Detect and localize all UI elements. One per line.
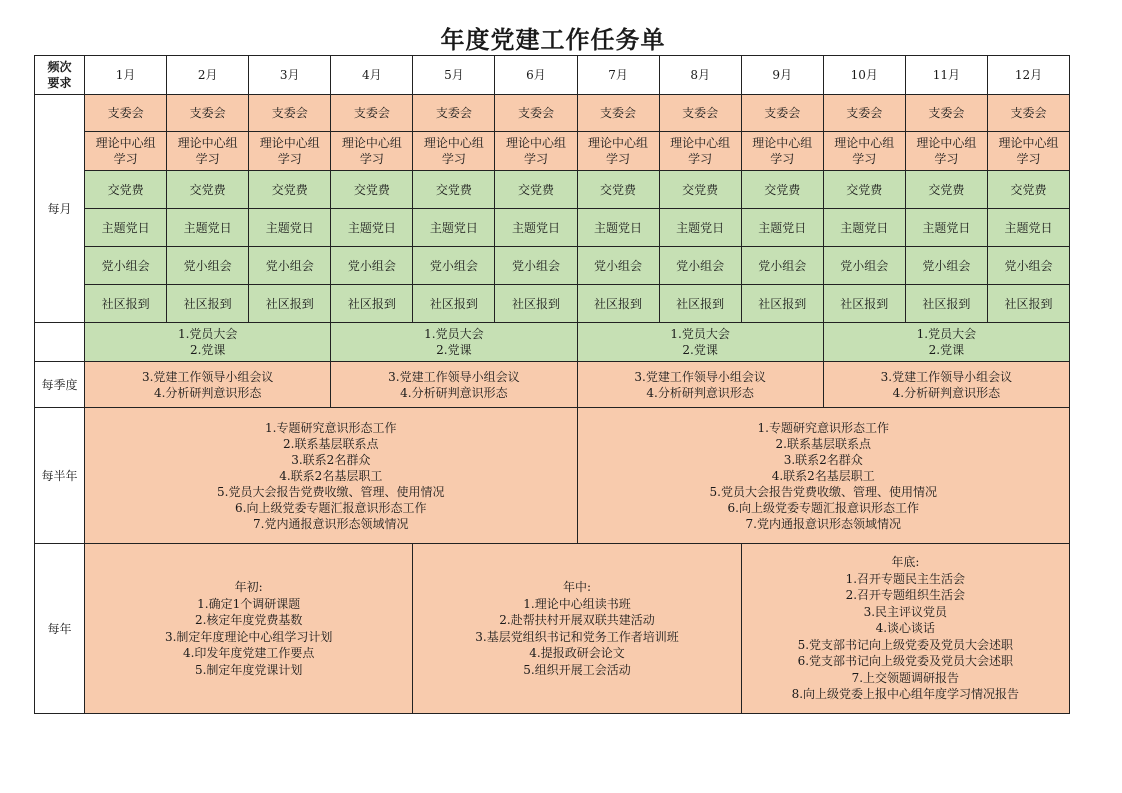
yearly-end-item: 8.向上级党委上报中心组年度学习情况报告 <box>791 687 1020 702</box>
quarterly-task-cell-line: 1.党员大会 <box>424 327 484 341</box>
monthly-task-cell <box>905 247 987 285</box>
monthly-task-cell-line: 支委会 <box>764 106 801 120</box>
monthly-task-cell-line: 理论中心组 <box>834 136 895 150</box>
monthly-task-cell <box>167 95 249 132</box>
quarterly-task-cell <box>823 362 1069 408</box>
quarterly-task-cell-line: 2.党课 <box>436 343 472 357</box>
monthly-task-cell-line: 主题党日 <box>429 220 478 235</box>
monthly-task-cell-line: 社区报到 <box>1004 296 1053 311</box>
monthly-task-cell-line: 理论中心组 <box>670 136 731 150</box>
monthly-task-cell <box>823 247 905 285</box>
halfyear-task-cell-line: 6.向上级党委专题汇报意识形态工作 <box>235 500 427 515</box>
monthly-task-cell <box>823 171 905 209</box>
monthly-task-cell <box>331 247 413 285</box>
monthly-task-cell-line: 交党费 <box>189 182 226 197</box>
task-table <box>34 55 1070 714</box>
monthly-task-cell-line: 支委会 <box>517 106 554 120</box>
monthly-task-cell-line: 党小组会 <box>594 258 643 273</box>
monthly-task-cell-line: 社区报到 <box>922 296 971 311</box>
month-header: 12月 <box>987 56 1069 95</box>
monthly-task-cell <box>905 132 987 171</box>
halfyear-task-cell-line: 5.党员大会报告党费收缴、管理、使用情况 <box>217 484 445 499</box>
monthly-task-cell <box>741 285 823 323</box>
monthly-task-cell-line: 社区报到 <box>758 296 807 311</box>
yearly-mid-item: 3.基层党组织书记和党务工作者培训班 <box>475 629 679 644</box>
monthly-task-cell-line: 主题党日 <box>758 220 807 235</box>
monthly-task-cell <box>413 285 495 323</box>
yearly-start-heading: 年初: <box>234 580 263 594</box>
yearly-end-item: 7.上交领题调研报告 <box>851 670 960 685</box>
monthly-task-cell <box>659 132 741 171</box>
monthly-task-cell-line: 学习 <box>113 152 138 166</box>
monthly-task-cell-line: 理论中心组 <box>916 136 977 150</box>
monthly-task-cell <box>495 95 577 132</box>
monthly-task-cell-line: 党小组会 <box>511 258 560 273</box>
yearly-start-item: 5.制定年度党课计划 <box>194 662 303 677</box>
quarterly-task-cell-line: 1.党员大会 <box>177 327 238 341</box>
monthly-task-cell-line: 交党费 <box>435 182 472 197</box>
monthly-task-cell-line: 党小组会 <box>840 258 889 273</box>
monthly-task-cell <box>823 132 905 171</box>
monthly-task-cell <box>249 209 331 247</box>
month-header: 11月 <box>905 56 987 95</box>
quarterly-task-cell-line: 3.党建工作领导小组会议 <box>880 369 1013 384</box>
month-header: 8月 <box>659 56 741 95</box>
halfyear-task-cell-line: 2.联系基层联系点 <box>283 436 379 451</box>
monthly-task-cell <box>987 209 1069 247</box>
frequency-label-yearly: 每年 <box>35 544 85 714</box>
corner-label-line: 频次 <box>47 60 72 74</box>
monthly-task-cell-line: 学习 <box>688 152 713 166</box>
monthly-task-cell <box>905 285 987 323</box>
halfyear-task-cell-line: 4.联系2名基层职工 <box>279 468 383 483</box>
monthly-task-cell <box>249 95 331 132</box>
yearly-start-cell <box>85 544 413 714</box>
monthly-task-cell <box>249 285 331 323</box>
monthly-task-cell <box>659 209 741 247</box>
monthly-task-cell <box>167 171 249 209</box>
monthly-task-cell-line: 理论中心组 <box>423 136 484 150</box>
monthly-task-cell-line: 支委会 <box>600 106 637 120</box>
quarterly-task-cell-line: 2.党课 <box>928 343 965 357</box>
monthly-task-cell <box>85 171 167 209</box>
monthly-task-cell-line: 学习 <box>277 152 302 166</box>
quarterly-task-cell-line: 4.分析研判意识形态 <box>892 385 1001 400</box>
yearly-start-item: 2.核定年度党费基数 <box>194 613 303 627</box>
halfyear-task-cell-line: 1.专题研究意识形态工作 <box>265 420 397 435</box>
monthly-task-cell <box>987 95 1069 132</box>
monthly-task-cell <box>167 285 249 323</box>
monthly-task-cell-line: 支委会 <box>682 106 719 120</box>
monthly-task-cell-line: 社区报到 <box>676 296 725 311</box>
quarterly-task-cell-line: 3.党建工作领导小组会议 <box>141 369 274 384</box>
monthly-task-cell <box>577 247 659 285</box>
monthly-task-cell <box>167 247 249 285</box>
month-header: 2月 <box>167 56 249 95</box>
quarterly-task-cell-line: 3.党建工作领导小组会议 <box>388 369 520 384</box>
monthly-task-cell <box>741 209 823 247</box>
monthly-task-cell <box>659 285 741 323</box>
monthly-task-cell <box>495 171 577 209</box>
halfyear-task-cell-line: 3.联系2名群众 <box>783 452 863 467</box>
frequency-label-quarterly: 每季度 <box>35 362 85 408</box>
monthly-task-cell <box>659 171 741 209</box>
halfyear-task-cell-line: 2.联系基层联系点 <box>775 436 871 451</box>
monthly-task-cell-line: 党小组会 <box>429 258 478 273</box>
monthly-task-cell-line: 学习 <box>441 152 466 166</box>
monthly-task-cell-line: 党小组会 <box>758 258 807 273</box>
month-header: 6月 <box>495 56 577 95</box>
monthly-task-cell-line: 党小组会 <box>183 258 232 273</box>
monthly-task-cell <box>987 285 1069 323</box>
monthly-task-cell <box>413 132 495 171</box>
quarterly-task-cell <box>331 362 577 408</box>
monthly-task-cell-line: 主题党日 <box>594 220 643 235</box>
monthly-task-cell-line: 党小组会 <box>347 258 396 273</box>
page-title: 年度党建工作任务单 <box>440 26 666 54</box>
monthly-task-cell <box>495 285 577 323</box>
monthly-task-cell <box>331 171 413 209</box>
monthly-task-cell <box>741 95 823 132</box>
frequency-label-halfyear: 每半年 <box>35 408 85 544</box>
quarterly-task-cell-line: 4.分析研判意识形态 <box>646 385 754 400</box>
monthly-task-cell-line: 主题党日 <box>922 220 971 235</box>
yearly-end-heading: 年底: <box>891 555 920 570</box>
monthly-task-cell-line: 主题党日 <box>511 220 560 235</box>
monthly-task-cell-line: 理论中心组 <box>588 136 649 150</box>
halfyear-task-cell-line: 1.专题研究意识形态工作 <box>757 420 889 435</box>
monthly-task-cell-line: 党小组会 <box>265 258 314 273</box>
monthly-task-cell-line: 学习 <box>1016 152 1041 166</box>
frequency-label-monthly: 每月 <box>35 95 85 323</box>
quarterly-task-cell-line: 4.分析研判意识形态 <box>400 385 508 400</box>
monthly-task-cell-line: 交党费 <box>107 182 144 197</box>
monthly-task-cell-line: 支委会 <box>435 106 472 120</box>
monthly-task-cell <box>413 209 495 247</box>
monthly-task-cell <box>249 247 331 285</box>
monthly-task-cell-line: 学习 <box>852 152 877 166</box>
quarterly-task-cell-line: 1.党员大会 <box>670 327 730 341</box>
quarterly-task-cell <box>85 362 331 408</box>
month-header: 4月 <box>331 56 413 95</box>
monthly-task-cell <box>577 285 659 323</box>
monthly-task-cell <box>331 285 413 323</box>
monthly-task-cell <box>249 132 331 171</box>
monthly-task-cell-line: 理论中心组 <box>177 136 238 150</box>
monthly-task-cell-line: 社区报到 <box>101 296 150 311</box>
monthly-task-cell-line: 理论中心组 <box>95 136 156 150</box>
monthly-task-cell-line: 学习 <box>934 152 959 166</box>
monthly-task-cell-line: 学习 <box>770 152 795 166</box>
month-header: 5月 <box>413 56 495 95</box>
monthly-task-cell-line: 社区报到 <box>511 296 560 311</box>
monthly-task-cell-line: 支委会 <box>846 106 883 120</box>
monthly-task-cell-line: 交党费 <box>682 182 719 197</box>
monthly-task-cell-line: 主题党日 <box>265 220 314 235</box>
quarterly-task-cell-line: 3.党建工作领导小组会议 <box>634 369 766 384</box>
halfyear-task-cell-line: 7.党内通报意识形态领域情况 <box>745 516 901 531</box>
monthly-task-cell-line: 主题党日 <box>101 220 150 235</box>
monthly-task-cell <box>495 209 577 247</box>
yearly-end-item: 3.民主评议党员 <box>863 604 948 619</box>
yearly-end-item: 6.党支部书记向上级党委及党员大会述职 <box>797 654 1014 669</box>
monthly-task-cell-line: 理论中心组 <box>259 136 320 150</box>
monthly-task-cell-line: 党小组会 <box>101 258 150 273</box>
yearly-end-item: 1.召开专题民主生活会 <box>845 571 966 586</box>
monthly-task-cell-line: 学习 <box>359 152 384 166</box>
monthly-task-cell-line: 理论中心组 <box>505 136 566 150</box>
quarterly-task-cell <box>331 323 577 362</box>
monthly-task-cell-line: 支委会 <box>107 106 144 120</box>
quarterly-task-cell <box>577 362 823 408</box>
month-header: 7月 <box>577 56 659 95</box>
monthly-task-cell-line: 学习 <box>606 152 631 166</box>
yearly-mid-heading: 年中: <box>562 580 592 594</box>
corner-label <box>35 56 85 95</box>
quarterly-task-cell-line: 2.党课 <box>189 343 226 357</box>
monthly-task-cell-line: 理论中心组 <box>341 136 402 150</box>
monthly-task-cell <box>823 95 905 132</box>
monthly-task-cell-line: 主题党日 <box>347 220 396 235</box>
yearly-start-item: 1.确定1个调研课题 <box>197 596 301 611</box>
yearly-end-item: 4.谈心谈话 <box>875 621 936 636</box>
month-header: 3月 <box>249 56 331 95</box>
monthly-task-cell <box>85 285 167 323</box>
yearly-mid-item: 2.赴帮扶村开展双联共建活动 <box>499 613 655 627</box>
monthly-task-cell-line: 交党费 <box>600 182 637 197</box>
monthly-task-cell-line: 主题党日 <box>1004 220 1053 235</box>
halfyear-task-cell-line: 4.联系2名基层职工 <box>771 468 875 483</box>
monthly-task-cell <box>85 132 167 171</box>
yearly-end-item: 2.召开专题组织生活会 <box>845 588 966 603</box>
monthly-task-cell <box>495 132 577 171</box>
corner-label-line: 要求 <box>47 76 72 90</box>
monthly-task-cell <box>823 209 905 247</box>
monthly-task-cell <box>987 132 1069 171</box>
month-header: 10月 <box>823 56 905 95</box>
quarterly-task-cell <box>577 323 823 362</box>
monthly-task-cell <box>331 209 413 247</box>
monthly-task-cell <box>905 209 987 247</box>
monthly-task-cell-line: 支委会 <box>353 106 390 120</box>
halfyear-task-cell-line: 5.党员大会报告党费收缴、管理、使用情况 <box>709 484 937 499</box>
monthly-task-cell-line: 社区报到 <box>265 296 314 311</box>
monthly-task-cell-line: 党小组会 <box>922 258 971 273</box>
monthly-task-cell <box>167 209 249 247</box>
monthly-task-cell <box>741 171 823 209</box>
monthly-task-cell-line: 主题党日 <box>840 220 889 235</box>
monthly-task-cell <box>577 95 659 132</box>
monthly-task-cell-line: 学习 <box>523 152 548 166</box>
quarterly-task-cell <box>85 323 331 362</box>
monthly-task-cell-line: 支委会 <box>1010 106 1047 120</box>
monthly-task-cell <box>413 247 495 285</box>
monthly-task-cell <box>249 171 331 209</box>
yearly-mid-cell <box>413 544 741 714</box>
monthly-task-cell-line: 理论中心组 <box>752 136 813 150</box>
halfyear-task-cell-line: 7.党内通报意识形态领域情况 <box>253 516 409 531</box>
quarterly-task-cell-line: 1.党员大会 <box>916 327 977 341</box>
quarterly-task-cell <box>823 323 1069 362</box>
monthly-task-cell-line: 交党费 <box>517 182 554 197</box>
monthly-task-cell-line: 交党费 <box>353 182 390 197</box>
quarterly-task-cell-line: 2.党课 <box>682 343 718 357</box>
monthly-task-cell <box>659 247 741 285</box>
monthly-task-cell <box>741 132 823 171</box>
monthly-task-cell <box>741 247 823 285</box>
monthly-task-cell <box>331 132 413 171</box>
quarterly-task-cell-line: 4.分析研判意识形态 <box>153 385 262 400</box>
monthly-task-cell <box>577 209 659 247</box>
monthly-task-cell-line: 理论中心组 <box>998 136 1059 150</box>
yearly-mid-item: 5.组织开展工会活动 <box>523 662 631 677</box>
monthly-task-cell-line: 社区报到 <box>183 296 232 311</box>
monthly-task-cell-line: 主题党日 <box>676 220 725 235</box>
monthly-task-cell-line: 社区报到 <box>347 296 396 311</box>
monthly-task-cell-line: 交党费 <box>764 182 801 197</box>
monthly-task-cell-line: 交党费 <box>1010 182 1047 197</box>
yearly-mid-item: 1.理论中心组读书班 <box>523 596 631 611</box>
yearly-start-item: 3.制定年度理论中心组学习计划 <box>164 629 333 644</box>
monthly-task-cell <box>987 171 1069 209</box>
monthly-task-cell <box>85 95 167 132</box>
monthly-task-cell <box>823 285 905 323</box>
monthly-task-cell <box>987 247 1069 285</box>
halfyear-task-cell <box>577 408 1069 544</box>
monthly-task-cell-line: 学习 <box>195 152 220 166</box>
monthly-task-cell-line: 支委会 <box>928 106 965 120</box>
monthly-task-cell <box>167 132 249 171</box>
monthly-task-cell-line: 社区报到 <box>840 296 889 311</box>
monthly-task-cell-line: 交党费 <box>846 182 883 197</box>
month-header: 1月 <box>85 56 167 95</box>
monthly-task-cell-line: 交党费 <box>271 182 308 197</box>
monthly-task-cell-line: 交党费 <box>928 182 965 197</box>
monthly-task-cell <box>85 209 167 247</box>
monthly-task-cell <box>331 95 413 132</box>
monthly-task-cell-line: 社区报到 <box>594 296 643 311</box>
monthly-task-cell <box>577 132 659 171</box>
monthly-task-cell-line: 主题党日 <box>183 220 232 235</box>
monthly-task-cell-line: 支委会 <box>189 106 226 120</box>
monthly-task-cell-line: 支委会 <box>271 106 308 120</box>
monthly-task-cell <box>577 171 659 209</box>
halfyear-task-cell-line: 6.向上级党委专题汇报意识形态工作 <box>727 500 919 515</box>
monthly-task-cell <box>905 95 987 132</box>
monthly-task-cell-line: 党小组会 <box>676 258 725 273</box>
monthly-task-cell-line: 党小组会 <box>1004 258 1053 273</box>
monthly-task-cell <box>495 247 577 285</box>
halfyear-task-cell <box>85 408 577 544</box>
yearly-start-item: 4.印发年度党建工作要点 <box>182 646 315 660</box>
monthly-task-cell <box>85 247 167 285</box>
monthly-task-cell <box>413 95 495 132</box>
yearly-end-item: 5.党支部书记向上级党委及党员大会述职 <box>797 637 1014 652</box>
yearly-mid-item: 4.提报政研会论文 <box>529 646 625 660</box>
yearly-end-cell <box>741 544 1069 714</box>
halfyear-task-cell-line: 3.联系2名群众 <box>291 452 371 467</box>
monthly-task-cell <box>659 95 741 132</box>
monthly-task-cell-line: 社区报到 <box>429 296 478 311</box>
monthly-task-cell <box>905 171 987 209</box>
frequency-label-blank <box>35 323 85 362</box>
monthly-task-cell <box>413 171 495 209</box>
month-header: 9月 <box>741 56 823 95</box>
